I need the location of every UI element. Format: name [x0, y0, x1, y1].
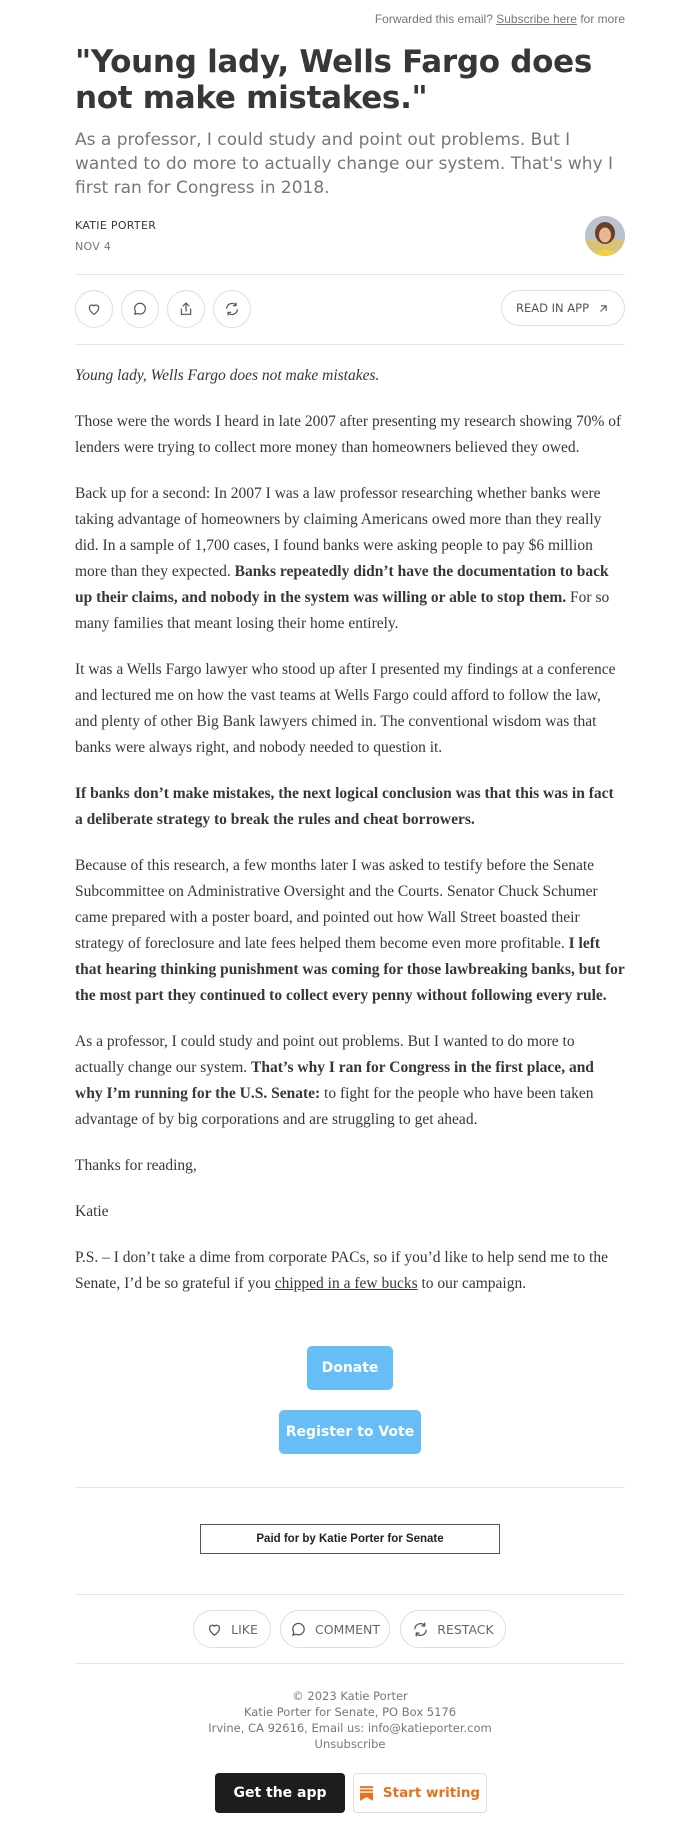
substack-logo-icon [360, 1786, 373, 1801]
divider [75, 1594, 625, 1595]
read-in-app-label: READ IN APP [515, 301, 590, 315]
body-paragraph: Katie [75, 1203, 109, 1220]
address-line: Katie Porter for Senate, PO Box 5176 [243, 1705, 457, 1719]
divider [75, 274, 625, 275]
body-paragraph [75, 363, 625, 389]
restack-icon [412, 1621, 429, 1638]
get-the-app-button[interactable]: Get the app [215, 1773, 345, 1813]
footer-restack-button[interactable] [400, 1610, 506, 1648]
heart-icon [86, 301, 102, 317]
body-text: to our campaign. [417, 1275, 527, 1292]
quote-text: Young lady, Wells Fargo does not make mistakes. [75, 367, 380, 384]
body-paragraph [75, 1029, 625, 1133]
donate-row [75, 1346, 625, 1390]
share-icon [178, 301, 194, 317]
body-bold-text: If banks don’t make mistakes, the next logical conclusion was that this was in fact a deliberate strategy to break the rules and cheat borrowers. [75, 785, 614, 828]
forward-suffix: for more [580, 12, 625, 26]
post-subtitle: As a professor, I could study and point out problems. But I wanted to do more to actually change our system. That's why I first ran for Congress in 2018. [75, 130, 614, 198]
arrow-up-right-icon [597, 302, 610, 315]
body-paragraph: Thanks for reading, [75, 1157, 197, 1174]
start-writing-label: Start writing [382, 1785, 481, 1801]
comment-icon [132, 301, 148, 317]
body-paragraph: Those were the words I heard in late 2007 after presenting my research showing 70% of lenders were trying to collect more money than homeowners believed they owed. [75, 413, 622, 456]
start-writing-button[interactable] [353, 1773, 487, 1813]
forward-prefix: Forwarded this email? [374, 12, 493, 26]
body-text: As a professor, I could study and point out problems. But I wanted to do more to actually change our system. [75, 1033, 575, 1076]
footer-like-button[interactable] [193, 1610, 271, 1648]
body-text: For so many families that meant losing their home entirely. [75, 589, 610, 632]
restack-icon [224, 301, 240, 317]
post-title[interactable]: "Young lady, Wells Fargo does not make mistakes." [75, 44, 592, 116]
divider [75, 1487, 625, 1488]
divider [75, 344, 625, 345]
post-actions [75, 290, 625, 328]
footer [75, 1688, 625, 1752]
read-in-app-button[interactable] [501, 290, 625, 326]
divider [75, 1663, 625, 1664]
body-text: to fight for the people who have been taken advantage of by big corporations and are struggling to get ahead. [75, 1085, 594, 1128]
comment-label: COMMENT [314, 1621, 381, 1637]
post-body [75, 363, 625, 1317]
donate-link[interactable]: chipped in a few bucks [274, 1275, 418, 1292]
post-date: NOV 4 [75, 240, 112, 253]
body-paragraph [75, 781, 625, 833]
avatar[interactable] [585, 216, 625, 256]
address-line: Irvine, CA 92616, Email us: info@katieporter.com [208, 1721, 492, 1735]
body-text: Because of this research, a few months later I was asked to testify before the Senate Subcommittee on Administrative Oversight and the Courts. Senator Chuck Schumer came prepared with a poster board, and pointed out how Wall Street boasted their strategy of foreclosure and late fees helped them become even more profitable. [75, 857, 598, 952]
body-paragraph: It was a Wells Fargo lawyer who stood up after I presented my findings at a conference and lectured me on how the vast teams at Wells Fargo could afford to follow the law, and plenty of other Big Bank lawyers chimed in. The conventional wisdom was that banks were always right, and nobody needed to question it. [75, 661, 616, 756]
copyright: © 2023 Katie Porter [292, 1689, 408, 1703]
forward-notice [375, 12, 625, 26]
share-button[interactable] [167, 290, 205, 328]
author-name[interactable]: KATIE PORTER [75, 219, 157, 232]
unsubscribe-link[interactable]: Unsubscribe [314, 1737, 386, 1751]
heart-icon [206, 1621, 223, 1638]
body-bold-text: That’s why I ran for Congress in the first place, and why I’m running for the U.S. Senate: [75, 1059, 594, 1102]
body-text: Back up for a second: In 2007 I was a law professor researching whether banks were taking advantage of homeowners by claiming Americans owed more than they really did. In a sample of 1,700 cases, I found banks were asking people to pay $6 million more than they expected. [75, 485, 602, 580]
comment-icon [290, 1621, 307, 1638]
body-bold-text: Banks repeatedly didn’t have the documentation to back up their claims, and nobody in the system was willing or able to stop them. [75, 563, 609, 606]
body-text: P.S. – I don’t take a dime from corporate PACs, so if you’d like to help send me to the Senate, I’d be so grateful if you [75, 1249, 608, 1292]
register-row [75, 1410, 625, 1454]
like-button[interactable] [75, 290, 113, 328]
body-paragraph [75, 1245, 625, 1297]
body-paragraph [75, 853, 625, 1009]
body-paragraph [75, 481, 625, 637]
body-bold-text: I left that hearing thinking punishment was coming for those lawbreaking banks, but for the most part they continued to collect every penny without following every rule. [75, 935, 625, 1004]
subscribe-link[interactable]: Subscribe here [496, 12, 577, 26]
donate-button[interactable]: Donate [307, 1346, 393, 1390]
register-to-vote-button[interactable]: Register to Vote [279, 1410, 421, 1454]
footer-comment-button[interactable] [280, 1610, 390, 1648]
like-label: LIKE [231, 1621, 258, 1637]
restack-button[interactable] [213, 290, 251, 328]
comment-button[interactable] [121, 290, 159, 328]
paid-for-disclaimer: Paid for by Katie Porter for Senate [200, 1524, 500, 1554]
restack-label: RESTACK [437, 1621, 494, 1637]
